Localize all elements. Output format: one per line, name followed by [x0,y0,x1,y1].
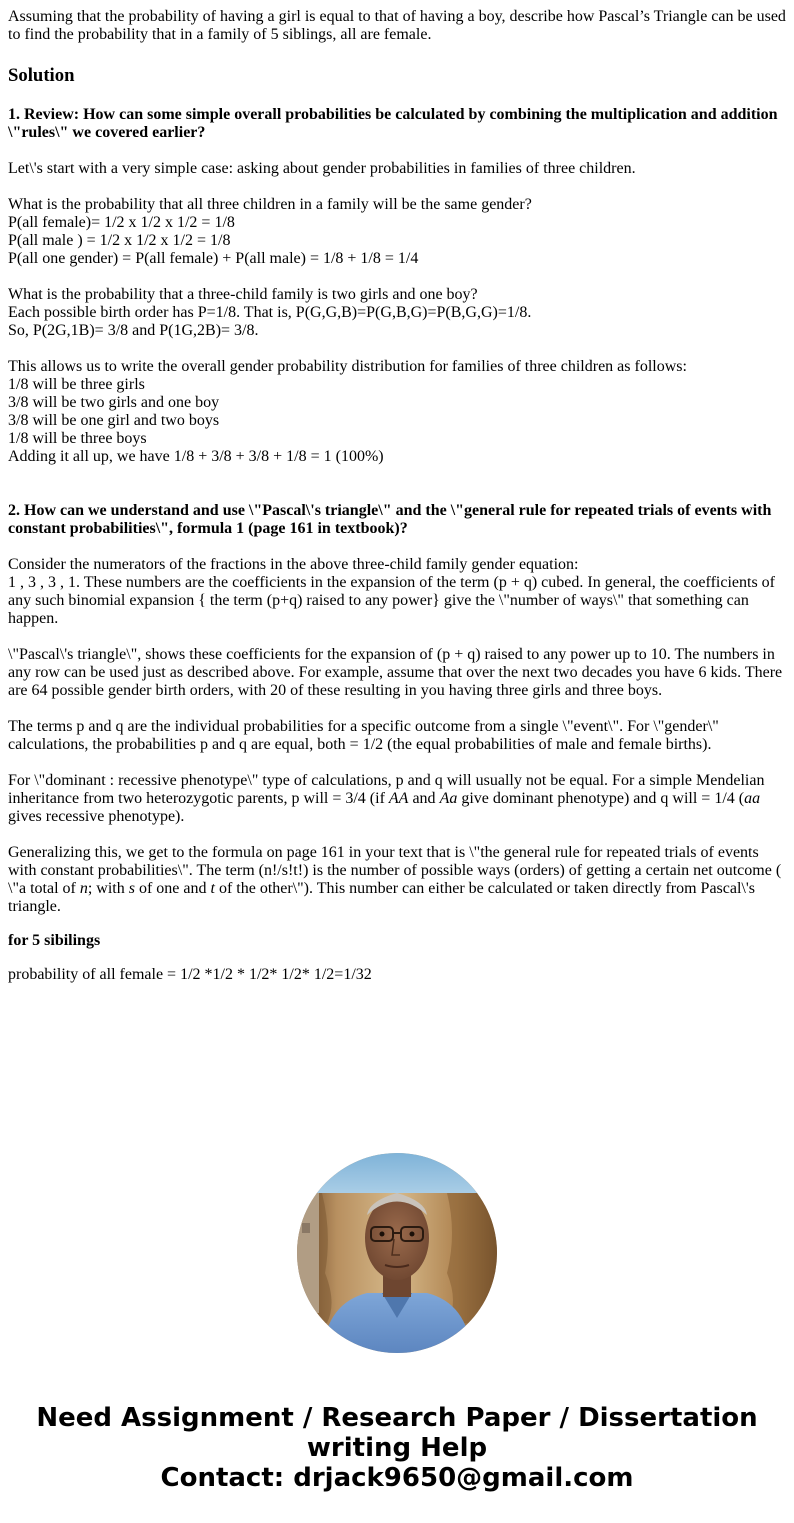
question-two-girls-one-boy: What is the probability that a three-child family is two girls and one boy? [8,286,478,303]
phenotype-paragraph: For \"dominant : recessive phenotype\" type of calculations, p and q will usually not be equal. For a simple Mendelian inheritance from two heterozygotic parents, p will = 3/4 (if AA and Aa give dominant phenotype) and q will = 1/4 (aa gives recessive phenotype). [8,772,765,825]
each-birth-order: Each possible birth order has P=1/8. That is, P(G,G,B)=P(G,B,G)=P(B,G,G)=1/8. [8,304,532,321]
pascal-triangle-paragraph: \"Pascal\'s triangle\", shows these coefficients for the expansion of (p + q) raised to any power up to 10. The numbers in any row can be used just as described above. For example, assume that over the next two decades you have 6 kids. There are 64 possible gender birth orders, with 20 of these resulting in you having three girls and three boys. [8,646,783,699]
section-1-title: 1. Review: How can some simple overall probabilities be calculated by combining the multiplication and addition \"rules\" we covered earlier? [8,106,778,141]
p-all-female: P(all female)= 1/2 x 1/2 x 1/2 = 1/8 [8,214,235,231]
so-line: So, P(2G,1B)= 3/8 and P(1G,2B)= 3/8. [8,322,259,339]
p-all-male: P(all male ) = 1/2 x 1/2 x 1/2 = 1/8 [8,232,231,249]
distribution-item: 3/8 will be one girl and two boys [8,412,220,429]
distribution-item: 1/8 will be three boys [8,430,147,447]
numerators-intro: Consider the numerators of the fractions in the above three-child family gender equation: [8,556,579,573]
coefficients-paragraph: 1 , 3 , 3 , 1. These numbers are the coefficients in the expansion of the term (p + q) cubed. In general, the coefficients of any such binomial expansion { the term (p+q) raised to any power} give the \"number of ways\" that something can happen. [8,574,775,627]
distribution-sum: Adding it all up, we have 1/8 + 3/8 + 3/8 + 1/8 = 1 (100%) [8,448,384,465]
footer-help-line: Need Assignment / Research Paper / Dissertation writing Help [36,1403,758,1463]
section-2 [8,502,788,916]
answer-text: probability of all female = 1/2 *1/2 * 1/2* 1/2* 1/2=1/32 [8,966,372,983]
document-body [8,8,788,984]
distribution-intro: This allows us to write the overall gender probability distribution for families of three children as follows: [8,358,687,375]
footer-contact-line: Contact: drjack9650@gmail.com [160,1463,634,1493]
author-photo [297,1153,497,1353]
distribution-item: 1/8 will be three girls [8,376,145,393]
answer-heading: for 5 sibilings [8,932,101,949]
author-avatar [297,1153,497,1353]
question-text: Assuming that the probability of having a girl is equal to that of having a boy, describe how Pascal’s Triangle can be used to find the probability that in a family of 5 siblings, all are female. [8,8,786,43]
p-all-one-gender: P(all one gender) = P(all female) + P(all male) = 1/8 + 1/8 = 1/4 [8,250,419,267]
solution-heading: Solution [8,65,75,86]
section-1-intro: Let\'s start with a very simple case: asking about gender probabilities in families of three children. [8,160,636,177]
question-same-gender: What is the probability that all three children in a family will be the same gender? [8,196,532,213]
p-q-terms-paragraph: The terms p and q are the individual probabilities for a specific outcome from a single \"event\". For \"gender\" calculations, the probabilities p and q are equal, both = 1/2 (the equal probabilities of male and female births). [8,718,719,753]
section-1 [8,106,788,502]
footer-banner [0,1403,794,1493]
distribution-item: 3/8 will be two girls and one boy [8,394,220,411]
section-2-title: 2. How can we understand and use \"Pascal\'s triangle\" and the \"general rule for repeated trials of events with constant probabilities\", formula 1 (page 161 in textbook)? [8,502,772,537]
general-rule-paragraph: Generalizing this, we get to the formula on page 161 in your text that is \"the general rule for repeated trials of events with constant probabilities\". The term (n!/s!t!) is the number of possible ways (orders) of getting a certain net outcome ( \"a total of n; with s of one and t of the other\"). This number can either be calculated or taken directly from Pascal\'s triangle. [8,844,782,915]
